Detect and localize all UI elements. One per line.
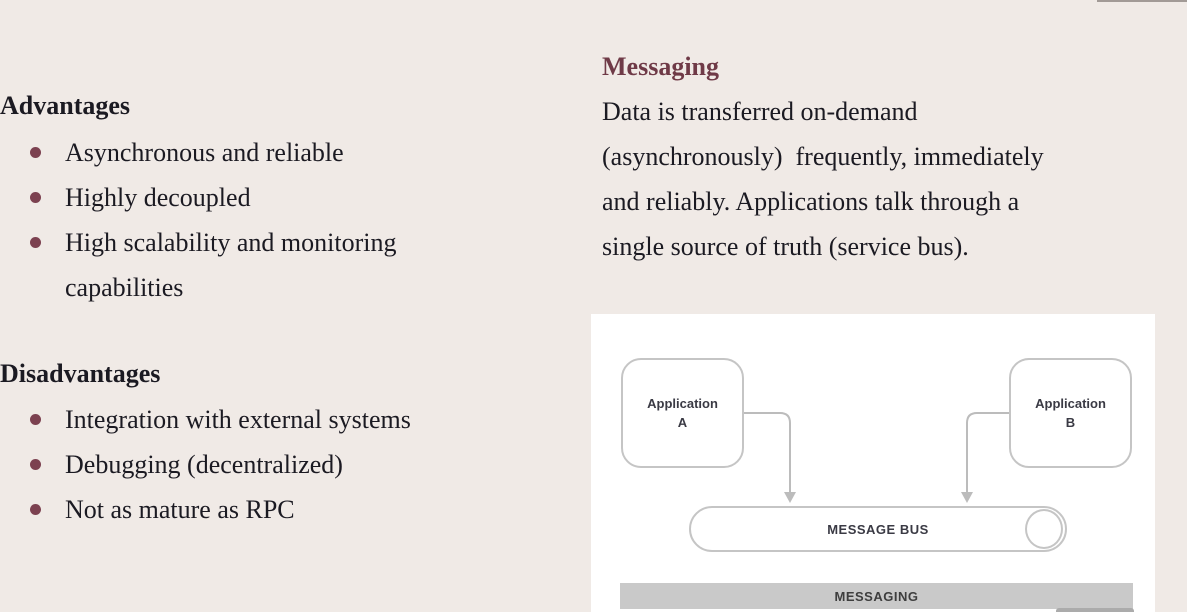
paragraph-line: (asynchronously) frequently, immediately	[602, 142, 1044, 171]
application-a-node	[621, 358, 744, 468]
messaging-description	[602, 89, 1162, 269]
list-item-text: Integration with external systems	[65, 405, 411, 434]
app-label-line: Application	[647, 396, 718, 411]
list-item	[0, 130, 540, 175]
list-item	[0, 487, 540, 532]
messaging-diagram	[591, 314, 1155, 612]
bullet-icon	[30, 504, 41, 515]
paragraph-line: and reliably. Applications talk through a	[602, 187, 1020, 216]
list-item-text: High scalability and monitoring	[65, 228, 397, 257]
list-item	[0, 442, 540, 487]
cutoff-line-top-right	[1097, 0, 1187, 2]
disadvantages-heading: Disadvantages	[0, 359, 161, 388]
list-item-text: Highly decoupled	[65, 183, 251, 212]
app-label-line: B	[1065, 415, 1076, 430]
application-a-label	[647, 394, 718, 432]
list-item-text: capabilities	[65, 273, 184, 302]
bullet-icon	[30, 237, 41, 248]
bullet-icon	[30, 414, 41, 425]
advantages-heading: Advantages	[0, 91, 131, 120]
bullet-icon	[30, 192, 41, 203]
message-bus-cylinder	[689, 506, 1067, 552]
message-bus-label: MESSAGE BUS	[827, 521, 929, 537]
list-item-text: Not as mature as RPC	[65, 495, 295, 524]
list-item-text: Asynchronous and reliable	[65, 138, 344, 167]
app-label-line: A	[677, 415, 688, 430]
messaging-heading: Messaging	[602, 52, 719, 81]
cylinder-endcap	[1025, 509, 1063, 549]
paragraph-line: single source of truth (service bus).	[602, 232, 969, 261]
messaging-bar	[620, 583, 1133, 609]
bullet-icon	[30, 459, 41, 470]
application-b-node	[1009, 358, 1132, 468]
disadvantages-list	[0, 397, 540, 532]
messaging-bar-label: MESSAGING	[834, 588, 919, 604]
list-item	[0, 175, 540, 220]
advantages-list	[0, 130, 540, 310]
cutoff-shape-bottom	[1056, 608, 1134, 612]
list-item-text: Debugging (decentralized)	[65, 450, 343, 479]
bullet-icon	[30, 147, 41, 158]
application-b-label	[1035, 394, 1106, 432]
app-label-line: Application	[1035, 396, 1106, 411]
paragraph-line: Data is transferred on-demand	[602, 97, 918, 126]
list-item	[0, 397, 540, 442]
list-item	[0, 220, 540, 310]
